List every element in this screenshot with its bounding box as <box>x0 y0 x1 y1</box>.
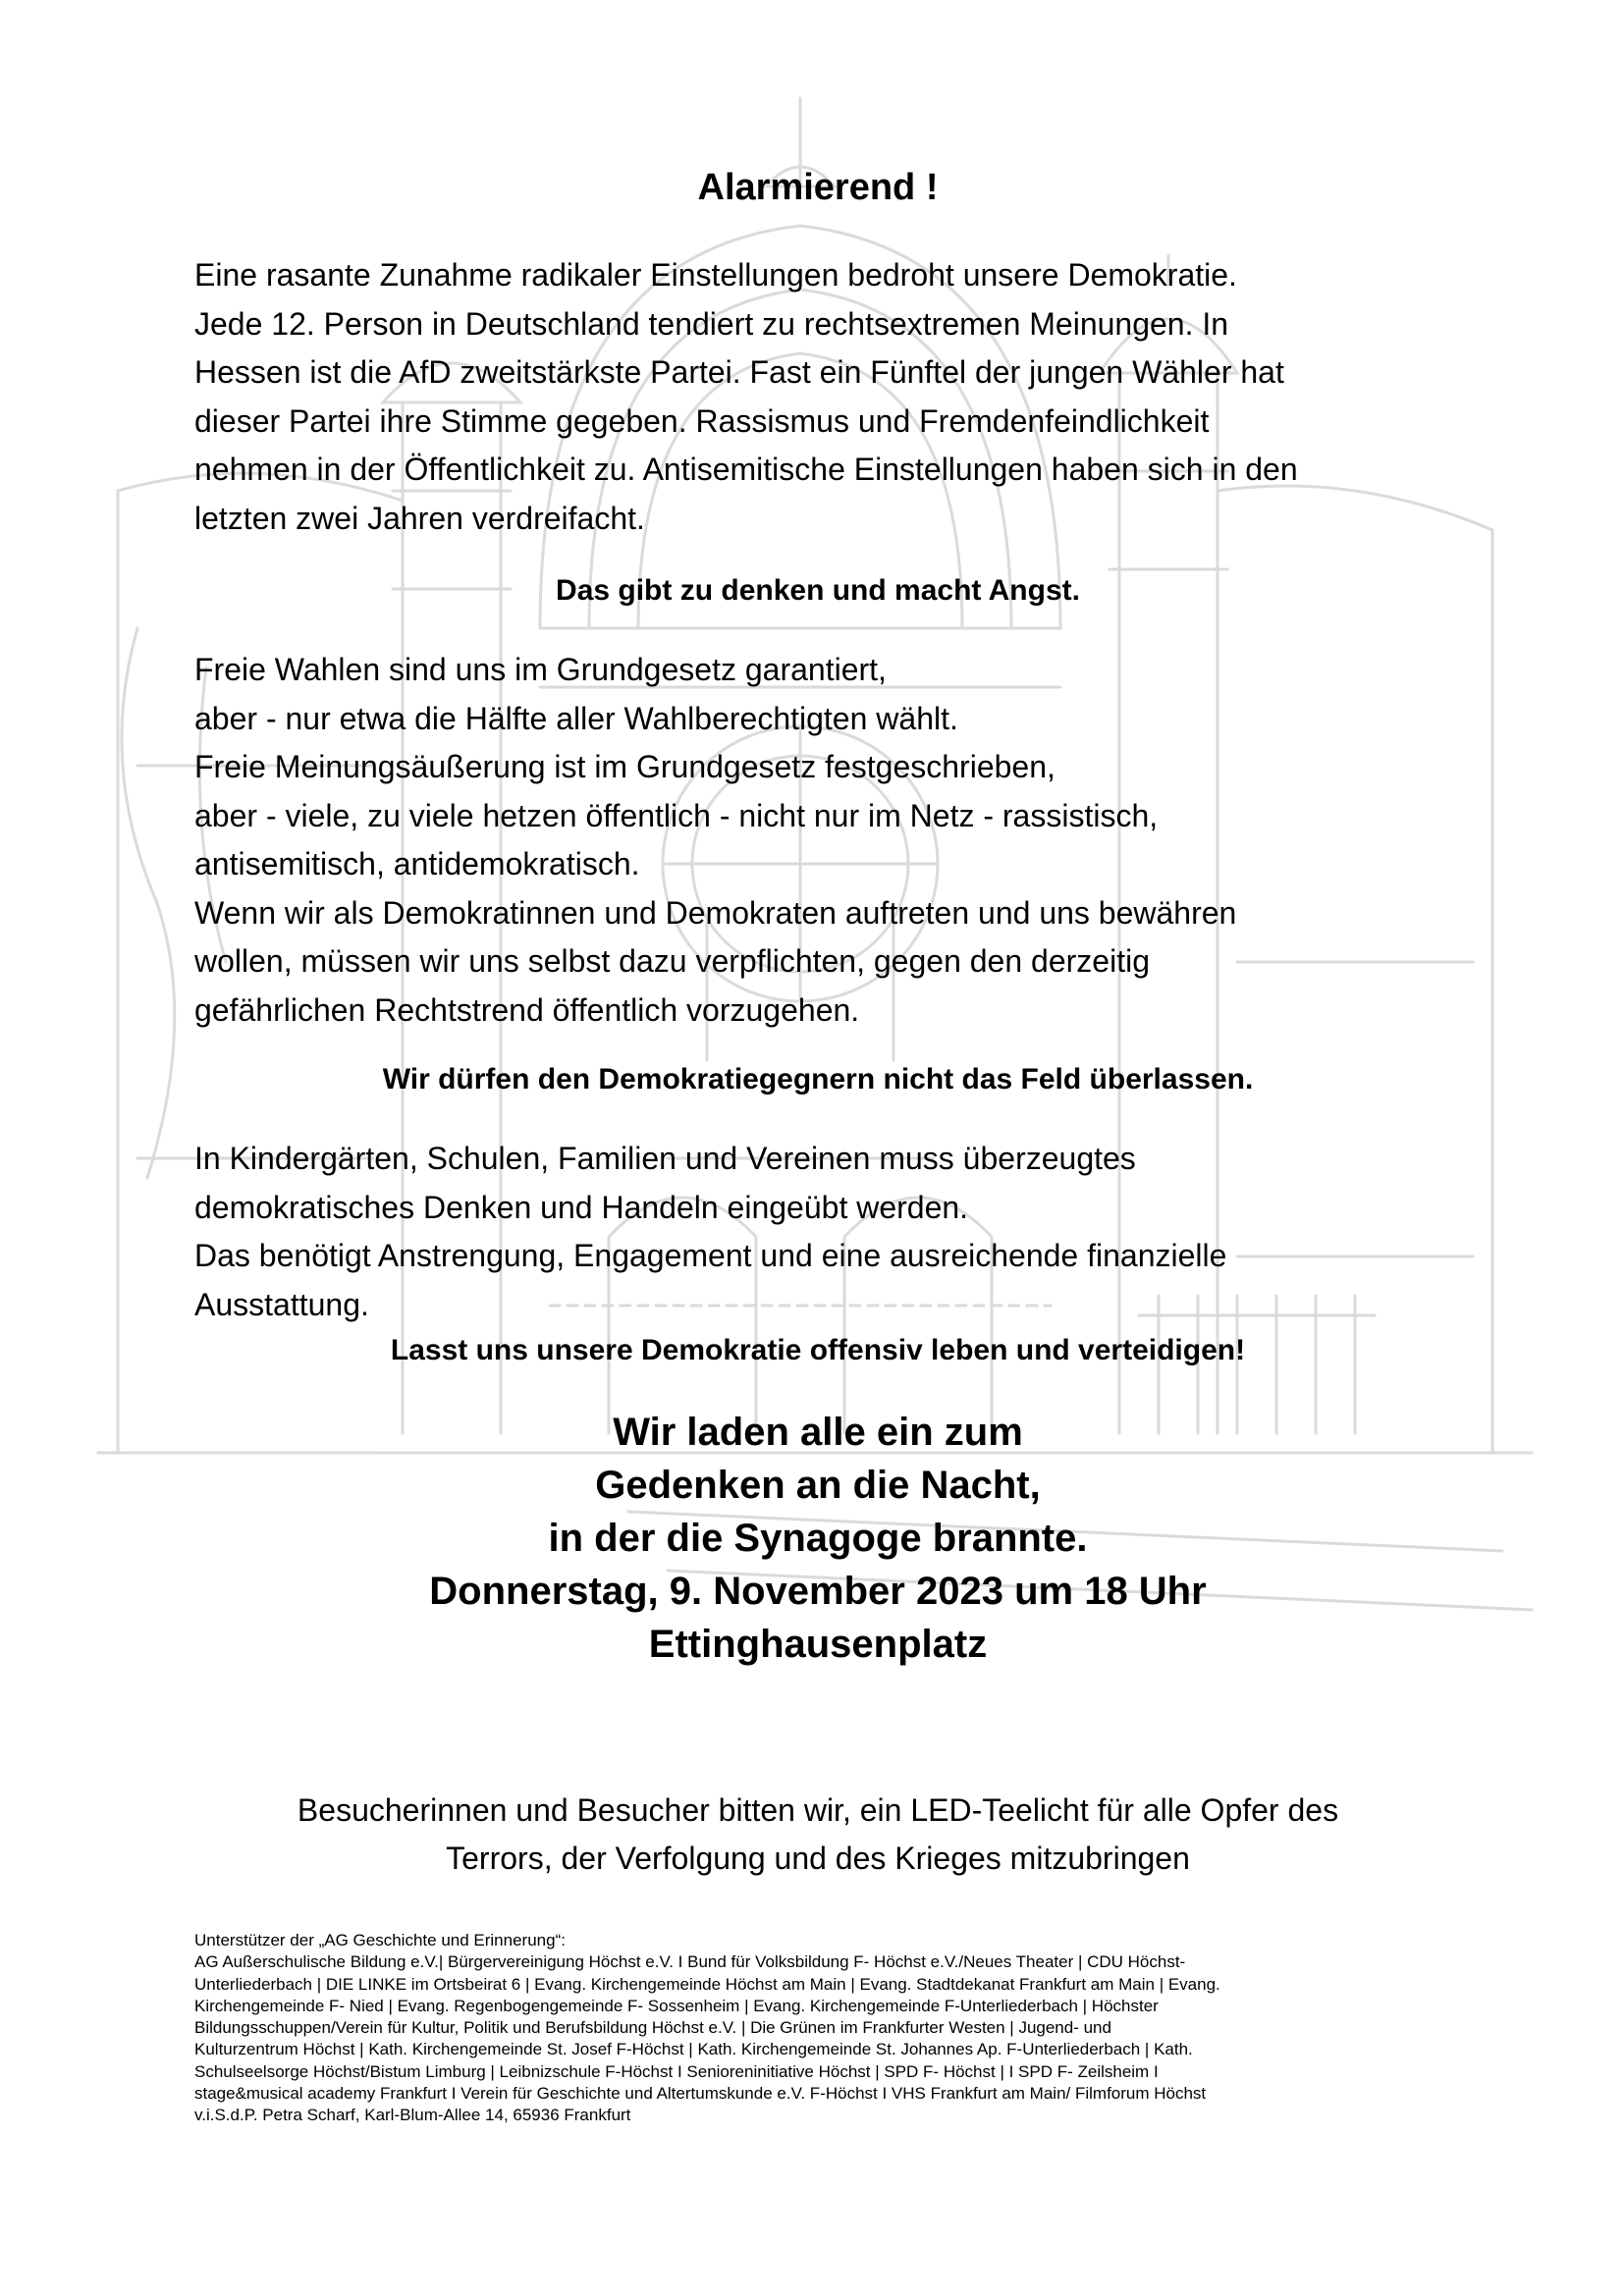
invitation-block <box>194 1406 1441 1671</box>
event-location: Ettinghausenplatz <box>648 1623 988 1666</box>
supporters-footer <box>194 1930 1461 2127</box>
intro-line: Jede 12. Person in Deutschland tendiert zu rechtsextremen Meinungen. In <box>194 305 1229 342</box>
emphasis-feld: Wir dürfen den Demokratiegegnern nicht das Feld überlassen. <box>382 1063 1254 1095</box>
freedom-line: gefährlichen Rechtstrend öffentlich vorzugehen. <box>194 991 860 1028</box>
supporters-line: Unterliederbach | DIE LINKE im Ortsbeirat 6 | Evang. Kirchengemeinde Höchst am Main | Evang. Stadtdekanat Frankfurt am Main | Evang. <box>194 1974 1220 1994</box>
emphasis-verteidigen: Lasst uns unsere Demokratie offensiv leben und verteidigen! <box>390 1334 1246 1366</box>
intro-line: Eine rasante Zunahme radikaler Einstellungen bedroht unsere Demokratie. <box>194 257 1237 293</box>
freedom-line: Freie Wahlen sind uns im Grundgesetz garantiert, <box>194 652 887 687</box>
freedom-line: antisemitisch, antidemokratisch. <box>194 846 640 881</box>
education-line: Das benötigt Anstrengung, Engagement und eine ausreichende finanzielle <box>194 1238 1227 1273</box>
invitation-line: in der die Synagoge brannte. <box>548 1517 1088 1560</box>
education-paragraph <box>194 1135 1461 1329</box>
intro-line: letzten zwei Jahren verdreifacht. <box>194 500 645 536</box>
intro-paragraph <box>194 251 1461 543</box>
page-title: Alarmierend ! <box>697 167 939 208</box>
supporters-line: AG Außerschulische Bildung e.V.| Bürgervereinigung Höchst e.V. I Bund für Volksbildung F- Höchst e.V./Neues Theater | CDU Höchst- <box>194 1952 1186 1972</box>
freedom-line: aber - viele, zu viele hetzen öffentlich - nicht nur im Netz - rassistisch, <box>194 797 1159 833</box>
visitors-line: Terrors, der Verfolgung und des Krieges mitzubringen <box>446 1841 1190 1876</box>
freedom-line: Wenn wir als Demokratinnen und Demokraten auftreten und uns bewähren <box>194 894 1237 931</box>
emphasis-angst: Das gibt zu denken und macht Angst. <box>556 574 1080 607</box>
intro-line: dieser Partei ihre Stimme gegeben. Rassismus und Fremdenfeindlichkeit <box>194 402 1210 439</box>
freedom-line: wollen, müssen wir uns selbst dazu verpflichten, gegen den derzeitig <box>194 943 1150 979</box>
imprint-line: v.i.S.d.P. Petra Scharf, Karl-Blum-Allee 14, 65936 Frankfurt <box>194 2106 631 2125</box>
invitation-line: Wir laden alle ein zum <box>613 1411 1023 1454</box>
supporters-line: Schulseelsorge Höchst/Bistum Limburg | Leibnizschule F-Höchst I Senioreninitiative Höchst | SPD F- Höchst | I SPD F- Zeilsheim I <box>194 2061 1159 2081</box>
education-line: Ausstattung. <box>194 1286 369 1322</box>
education-line: demokratisches Denken und Handeln eingeübt werden. <box>194 1189 969 1225</box>
freedom-line: Freie Meinungsäußerung ist im Grundgesetz festgeschrieben, <box>194 749 1056 784</box>
supporters-line: Kulturzentrum Höchst | Kath. Kirchengemeinde St. Josef F-Höchst | Kath. Kirchengemeinde St. Johannes Ap. F-Unterliederbach | Kath. <box>194 2040 1193 2059</box>
invitation-line: Gedenken an die Nacht, <box>595 1464 1041 1507</box>
visitors-note <box>194 1787 1441 1883</box>
supporters-line: Bildungsschuppen/Verein für Kultur, Politik und Berufsbildung Höchst e.V. | Die Grünen im Frankfurter Westen | Jugend- und <box>194 2018 1111 2038</box>
supporters-line: Kirchengemeinde F- Nied | Evang. Regenbogengemeinde F- Sossenheim | Evang. Kirchengemeinde F-Unterliederbach | Höchster <box>194 1996 1159 2015</box>
event-date: Donnerstag, 9. November 2023 um 18 Uhr <box>429 1570 1207 1613</box>
freedom-paragraph <box>194 646 1461 1035</box>
intro-line: Hessen ist die AfD zweitstärkste Partei. Fast ein Fünftel der jungen Wähler hat <box>194 354 1284 390</box>
supporters-line: stage&musical academy Frankfurt I Verein für Geschichte und Altertumskunde e.V. F-Höchst I VHS Frankfurt am Main/ Filmforum Höchst <box>194 2084 1207 2104</box>
visitors-line: Besucherinnen und Besucher bitten wir, ein LED-Teelicht für alle Opfer des <box>297 1792 1339 1828</box>
education-line: In Kindergärten, Schulen, Familien und Vereinen muss überzeugtes <box>194 1141 1136 1176</box>
freedom-line: aber - nur etwa die Hälfte aller Wahlberechtigten wählt. <box>194 700 958 736</box>
supporters-heading: Unterstützer der „AG Geschichte und Erinnerung“: <box>194 1931 566 1949</box>
intro-line: nehmen in der Öffentlichkeit zu. Antisemitische Einstellungen haben sich in den <box>194 452 1298 487</box>
